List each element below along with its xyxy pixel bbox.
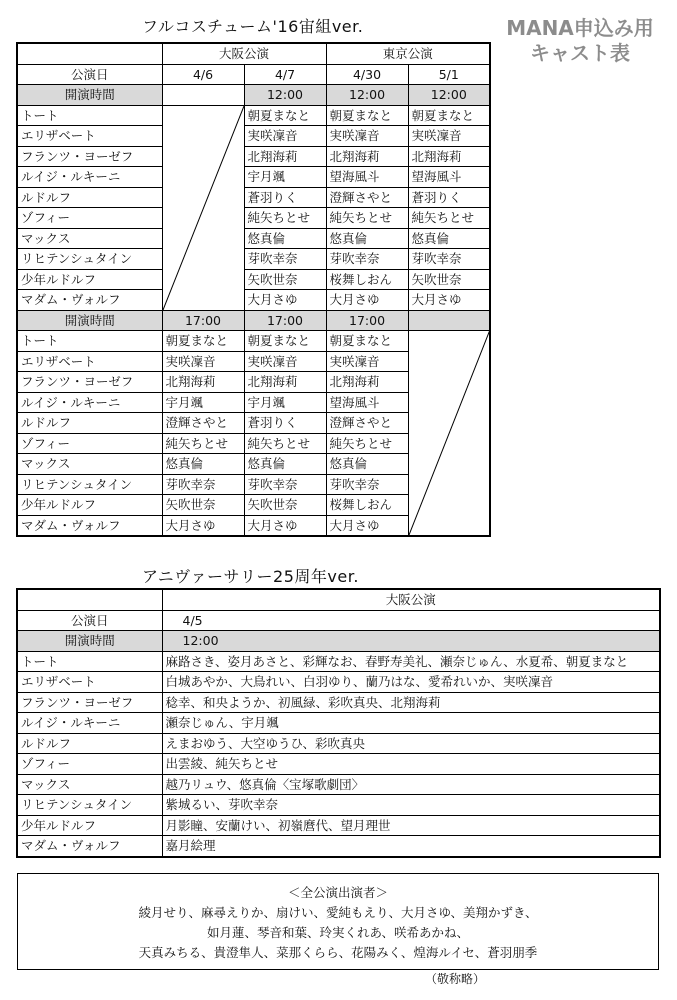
notes-line: 綾月せり、麻尋えりか、扇けい、愛純もえり、大月さゆ、美翔かずき、	[138, 905, 538, 920]
cast-cell: 北翔海莉	[244, 372, 326, 393]
role-name: リヒテンシュタイン	[17, 249, 162, 270]
time-cell	[408, 310, 490, 331]
notes-line: 天真みちる、貴澄隼人、菜那くらら、花陽みく、煌海ルイセ、蒼羽朋季	[138, 945, 538, 960]
cast-list: 出雲綾、純矢ちとせ	[162, 754, 660, 775]
cast-cell: 悠真倫	[244, 228, 326, 249]
role-name: トート	[17, 105, 162, 126]
cast-cell: 悠真倫	[408, 228, 490, 249]
cast-cell: 芽吹幸奈	[162, 474, 244, 495]
role-name: フランツ・ヨーゼフ	[17, 372, 162, 393]
role-name: マダム・ヴォルフ	[17, 836, 162, 857]
role-name: エリザベート	[17, 126, 162, 147]
cast-cell: 蒼羽りく	[408, 187, 490, 208]
role-name: ゾフィー	[17, 433, 162, 454]
cast-list: 麻路さき、姿月あさと、彩輝なお、春野寿美礼、瀬奈じゅん、水夏希、朝夏まなと	[162, 651, 660, 672]
time-cell: 17:00	[162, 310, 244, 331]
role-name: ルイジ・ルキーニ	[17, 713, 162, 734]
notes-heading: ＜全公演出演者＞	[287, 885, 388, 900]
cast-cell: 桜舞しおん	[326, 269, 408, 290]
cast-cell: 北翔海莉	[244, 146, 326, 167]
cast-cell: 純矢ちとせ	[326, 433, 408, 454]
cast-cell: 朝夏まなと	[244, 105, 326, 126]
cast-cell: 芽吹幸奈	[408, 249, 490, 270]
cast-cell: 蒼羽りく	[244, 187, 326, 208]
table-row	[17, 331, 490, 352]
cast-list: 瀬奈じゅん、宇月颯	[162, 713, 660, 734]
cast-cell: 芽吹幸奈	[244, 474, 326, 495]
cast-list: 稔幸、和央ようか、初風緑、彩吹真央、北翔海莉	[162, 692, 660, 713]
role-name: 少年ルドルフ	[17, 269, 162, 290]
time-label: 開演時間	[17, 310, 162, 331]
cast-cell: 望海風斗	[326, 167, 408, 188]
cast-cell: 純矢ちとせ	[162, 433, 244, 454]
role-name: フランツ・ヨーゼフ	[17, 692, 162, 713]
cast-cell: 朝夏まなと	[244, 331, 326, 352]
stamp-line-1: MANA申込み用	[506, 16, 654, 40]
cast-cell: 悠真倫	[162, 454, 244, 475]
cast-cell: 実咲凜音	[326, 351, 408, 372]
cast-cell: 芽吹幸奈	[244, 249, 326, 270]
cast-cell: 宇月颯	[244, 167, 326, 188]
role-name: ルドルフ	[17, 413, 162, 434]
full-costume-table	[16, 42, 491, 537]
table-row	[17, 774, 660, 795]
table-row	[17, 692, 660, 713]
role-name: リヒテンシュタイン	[17, 795, 162, 816]
mana-stamp	[500, 16, 660, 66]
cast-cell: 大月さゆ	[326, 290, 408, 311]
corner-cell	[17, 43, 162, 64]
cast-cell: 悠真倫	[244, 454, 326, 475]
cast-cell: 純矢ちとせ	[408, 208, 490, 229]
date-cell: 4/30	[326, 64, 408, 85]
notes-line: 如月蓮、琴音和葉、玲実くれあ、咲希あかね、	[206, 925, 469, 940]
cast-cell: 矢吹世奈	[244, 495, 326, 516]
cast-cell: 芽吹幸奈	[326, 249, 408, 270]
table-row	[17, 187, 490, 208]
cast-cell: 矢吹世奈	[408, 269, 490, 290]
cast-cell: 北翔海莉	[408, 146, 490, 167]
diagonal-line	[163, 106, 244, 310]
cast-list: 月影瞳、安蘭けい、初嶺麿代、望月理世	[162, 815, 660, 836]
role-name: ルドルフ	[17, 733, 162, 754]
time-cell: 17:00	[244, 310, 326, 331]
cast-cell: 大月さゆ	[162, 515, 244, 536]
role-name: マックス	[17, 454, 162, 475]
table-row	[17, 146, 490, 167]
empty-slot-diagonal	[162, 105, 244, 310]
cast-cell: 桜舞しおん	[326, 495, 408, 516]
table-row	[17, 228, 490, 249]
cast-cell: 望海風斗	[408, 167, 490, 188]
table-row	[17, 733, 660, 754]
time-cell: 12:00	[162, 631, 660, 652]
stamp-line-2: キャスト表	[530, 41, 630, 65]
anniversary-table	[16, 588, 661, 858]
time-cell	[162, 85, 244, 106]
role-name: リヒテンシュタイン	[17, 474, 162, 495]
role-name: ルドルフ	[17, 187, 162, 208]
cast-cell: 実咲凜音	[408, 126, 490, 147]
table-row	[17, 105, 490, 126]
date-cell: 4/7	[244, 64, 326, 85]
all-performers-box	[17, 873, 659, 970]
role-name: 少年ルドルフ	[17, 495, 162, 516]
cast-cell: 芽吹幸奈	[326, 474, 408, 495]
cast-cell: 純矢ちとせ	[244, 208, 326, 229]
date-cell: 5/1	[408, 64, 490, 85]
cast-cell: 悠真倫	[326, 228, 408, 249]
honorific-note: （敬称略）	[425, 972, 486, 986]
table-row	[17, 754, 660, 775]
table-row	[17, 713, 660, 734]
cast-cell: 大月さゆ	[244, 290, 326, 311]
table-row	[17, 208, 490, 229]
cast-cell: 朝夏まなと	[162, 331, 244, 352]
cast-list: えまおゆう、大空ゆうひ、彩吹真央	[162, 733, 660, 754]
role-name: マックス	[17, 774, 162, 795]
cast-cell: 澄輝さやと	[326, 187, 408, 208]
cast-cell: 朝夏まなと	[326, 331, 408, 352]
table-row	[17, 167, 490, 188]
cast-cell: 矢吹世奈	[162, 495, 244, 516]
cast-cell: 悠真倫	[326, 454, 408, 475]
cast-cell: 澄輝さやと	[326, 413, 408, 434]
role-name: マダム・ヴォルフ	[17, 515, 162, 536]
cast-cell: 北翔海莉	[326, 372, 408, 393]
table-row	[17, 795, 660, 816]
time-cell: 12:00	[244, 85, 326, 106]
role-name: ルイジ・ルキーニ	[17, 392, 162, 413]
role-name: トート	[17, 651, 162, 672]
time-label: 開演時間	[17, 631, 162, 652]
venue-tokyo: 東京公演	[326, 43, 490, 64]
role-name: ルイジ・ルキーニ	[17, 167, 162, 188]
cast-cell: 実咲凜音	[162, 351, 244, 372]
cast-cell: 純矢ちとせ	[326, 208, 408, 229]
cast-list: 越乃リュウ、悠真倫〈宝塚歌劇団〉	[162, 774, 660, 795]
role-name: エリザベート	[17, 351, 162, 372]
cast-list: 白城あやか、大鳥れい、白羽ゆり、蘭乃はな、愛希れいか、実咲凜音	[162, 672, 660, 693]
table-row	[17, 672, 660, 693]
table-row	[17, 651, 660, 672]
empty-slot-diagonal	[408, 331, 490, 537]
cast-cell: 実咲凜音	[244, 351, 326, 372]
date-cell: 4/5	[162, 610, 660, 631]
cast-list: 嘉月絵理	[162, 836, 660, 857]
cast-cell: 北翔海莉	[326, 146, 408, 167]
table-row	[17, 815, 660, 836]
table-row	[17, 249, 490, 270]
cast-cell: 澄輝さやと	[162, 413, 244, 434]
time-cell: 12:00	[326, 85, 408, 106]
role-name: マックス	[17, 228, 162, 249]
full-costume-title: フルコスチューム'16宙組ver.	[142, 17, 364, 36]
table-row	[17, 126, 490, 147]
date-label: 公演日	[17, 610, 162, 631]
role-name: マダム・ヴォルフ	[17, 290, 162, 311]
role-name: フランツ・ヨーゼフ	[17, 146, 162, 167]
cast-cell: 望海風斗	[326, 392, 408, 413]
venue-osaka: 大阪公演	[162, 43, 326, 64]
cast-cell: 矢吹世奈	[244, 269, 326, 290]
cast-cell: 宇月颯	[162, 392, 244, 413]
date-cell: 4/6	[162, 64, 244, 85]
role-name: ゾフィー	[17, 208, 162, 229]
cast-cell: 純矢ちとせ	[244, 433, 326, 454]
cast-cell: 大月さゆ	[244, 515, 326, 536]
cast-cell: 北翔海莉	[162, 372, 244, 393]
cast-cell: 朝夏まなと	[408, 105, 490, 126]
date-label: 公演日	[17, 64, 162, 85]
table-row	[17, 269, 490, 290]
time-label: 開演時間	[17, 85, 162, 106]
cast-cell: 実咲凜音	[326, 126, 408, 147]
cast-list: 紫城るい、芽吹幸奈	[162, 795, 660, 816]
cast-cell: 大月さゆ	[326, 515, 408, 536]
cast-cell: 蒼羽りく	[244, 413, 326, 434]
role-name: ゾフィー	[17, 754, 162, 775]
role-name: 少年ルドルフ	[17, 815, 162, 836]
time-cell: 17:00	[326, 310, 408, 331]
anniversary-title: アニヴァーサリー25周年ver.	[142, 567, 359, 586]
table-row	[17, 836, 660, 857]
diagonal-line	[409, 331, 490, 535]
corner-cell	[17, 589, 162, 610]
role-name: エリザベート	[17, 672, 162, 693]
role-name: トート	[17, 331, 162, 352]
venue-osaka: 大阪公演	[162, 589, 660, 610]
cast-cell: 宇月颯	[244, 392, 326, 413]
time-cell: 12:00	[408, 85, 490, 106]
table-row	[17, 290, 490, 311]
cast-cell: 実咲凜音	[244, 126, 326, 147]
cast-cell: 大月さゆ	[408, 290, 490, 311]
cast-cell: 朝夏まなと	[326, 105, 408, 126]
